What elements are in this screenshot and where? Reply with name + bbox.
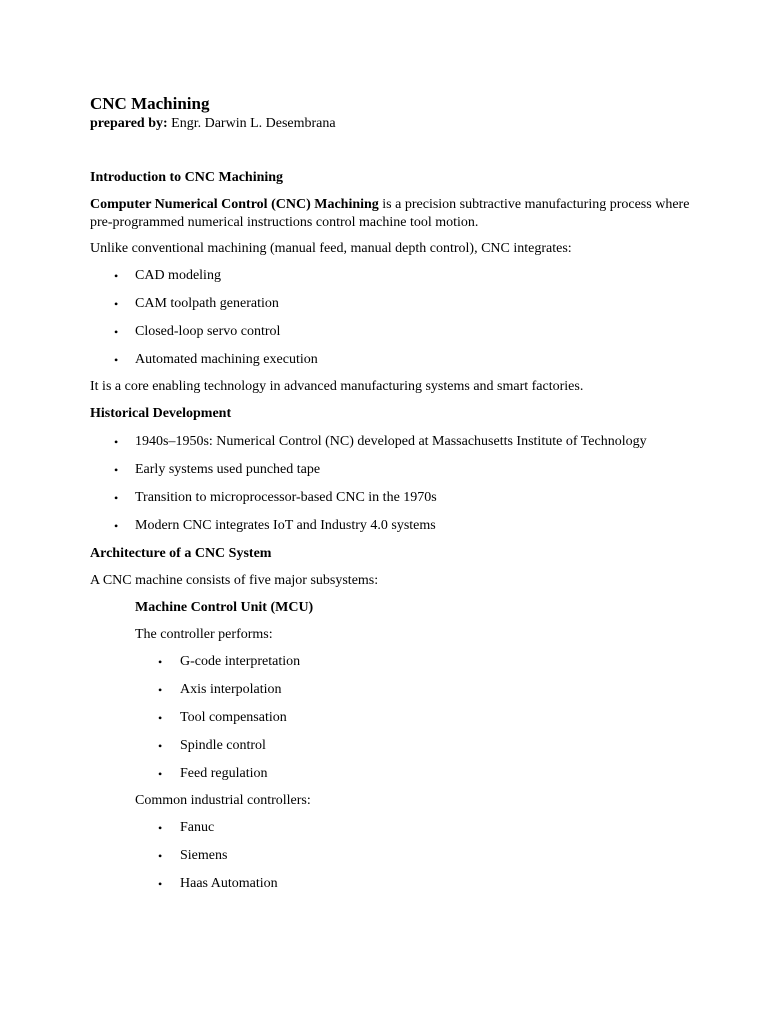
controllers-label: Common industrial controllers: <box>135 793 311 808</box>
bullet-icon: • <box>158 711 163 725</box>
architecture-heading: Architecture of a CNC System <box>90 546 272 561</box>
list-item <box>90 874 690 894</box>
mcu-heading: Machine Control Unit (MCU) <box>135 600 314 615</box>
intro-definition <box>90 196 690 232</box>
list-item-text: Automated machining execution <box>135 352 318 367</box>
list-item-text: Tool compensation <box>180 710 287 725</box>
bullet-icon: • <box>158 739 163 753</box>
bullet-icon: • <box>158 877 163 891</box>
intro-closing-text: It is a core enabling technology in advanced manufacturing systems and smart factories. <box>90 379 584 394</box>
list-item <box>90 846 690 866</box>
bullet-icon: • <box>114 519 119 533</box>
prepared-by-label: prepared by: <box>90 116 168 131</box>
list-item-text: Haas Automation <box>180 876 278 891</box>
list-item-text: Transition to microprocessor-based CNC in the 1970s <box>135 490 437 505</box>
list-item <box>90 708 690 728</box>
list-item-text: Axis interpolation <box>180 682 282 697</box>
bullet-icon: • <box>114 435 119 449</box>
list-item-text: Fanuc <box>180 820 215 835</box>
bullet-icon: • <box>158 655 163 669</box>
bullet-icon: • <box>158 849 163 863</box>
mcu-functions-list <box>90 652 690 784</box>
controllers-list <box>90 818 690 894</box>
mcu-performs-text: The controller performs: <box>135 627 273 642</box>
list-item-text: CAD modeling <box>135 268 221 283</box>
intro-definition-text: is a precision subtractive manufacturing process where pre-programmed numerical instructions control machine tool motion. <box>90 197 690 230</box>
list-item <box>90 652 690 672</box>
list-item <box>90 736 690 756</box>
bullet-icon: • <box>114 297 119 311</box>
list-item <box>90 516 690 536</box>
list-item <box>90 680 690 700</box>
list-item-text: Siemens <box>180 848 228 863</box>
bullet-icon: • <box>114 491 119 505</box>
bullet-icon: • <box>114 269 119 283</box>
list-item <box>90 488 690 508</box>
bullet-icon: • <box>158 683 163 697</box>
history-heading: Historical Development <box>90 406 232 421</box>
list-item <box>90 432 690 452</box>
intro-term: Computer Numerical Control (CNC) Machining <box>90 197 379 212</box>
bullet-icon: • <box>114 353 119 367</box>
list-item <box>90 460 690 480</box>
history-list <box>90 432 690 536</box>
list-item-text: CAM toolpath generation <box>135 296 279 311</box>
list-item-text: Early systems used punched tape <box>135 462 321 477</box>
list-item-text: G-code interpretation <box>180 654 301 669</box>
list-item <box>90 266 690 286</box>
list-item-text: Closed-loop servo control <box>135 324 281 339</box>
document-title: CNC Machining <box>90 94 210 113</box>
intro-heading: Introduction to CNC Machining <box>90 170 284 185</box>
list-item-text: Feed regulation <box>180 766 268 781</box>
list-item-text: Modern CNC integrates IoT and Industry 4.0 systems <box>135 518 436 533</box>
intro-unlike-text: Unlike conventional machining (manual feed, manual depth control), CNC integrates: <box>90 241 572 256</box>
architecture-lead: A CNC machine consists of five major subsystems: <box>90 573 379 588</box>
list-item <box>90 764 690 784</box>
intro-list <box>90 266 690 370</box>
list-item <box>90 818 690 838</box>
list-item-text: Spindle control <box>180 738 266 753</box>
document-page <box>90 93 690 902</box>
list-item <box>90 322 690 342</box>
prepared-by-line <box>90 115 690 133</box>
bullet-icon: • <box>114 463 119 477</box>
list-item <box>90 350 690 370</box>
list-item <box>90 294 690 314</box>
list-item-text: 1940s–1950s: Numerical Control (NC) developed at Massachusetts Institute of Technology <box>135 434 647 449</box>
author-name: Engr. Darwin L. Desembrana <box>171 116 336 131</box>
bullet-icon: • <box>114 325 119 339</box>
bullet-icon: • <box>158 767 163 781</box>
bullet-icon: • <box>158 821 163 835</box>
